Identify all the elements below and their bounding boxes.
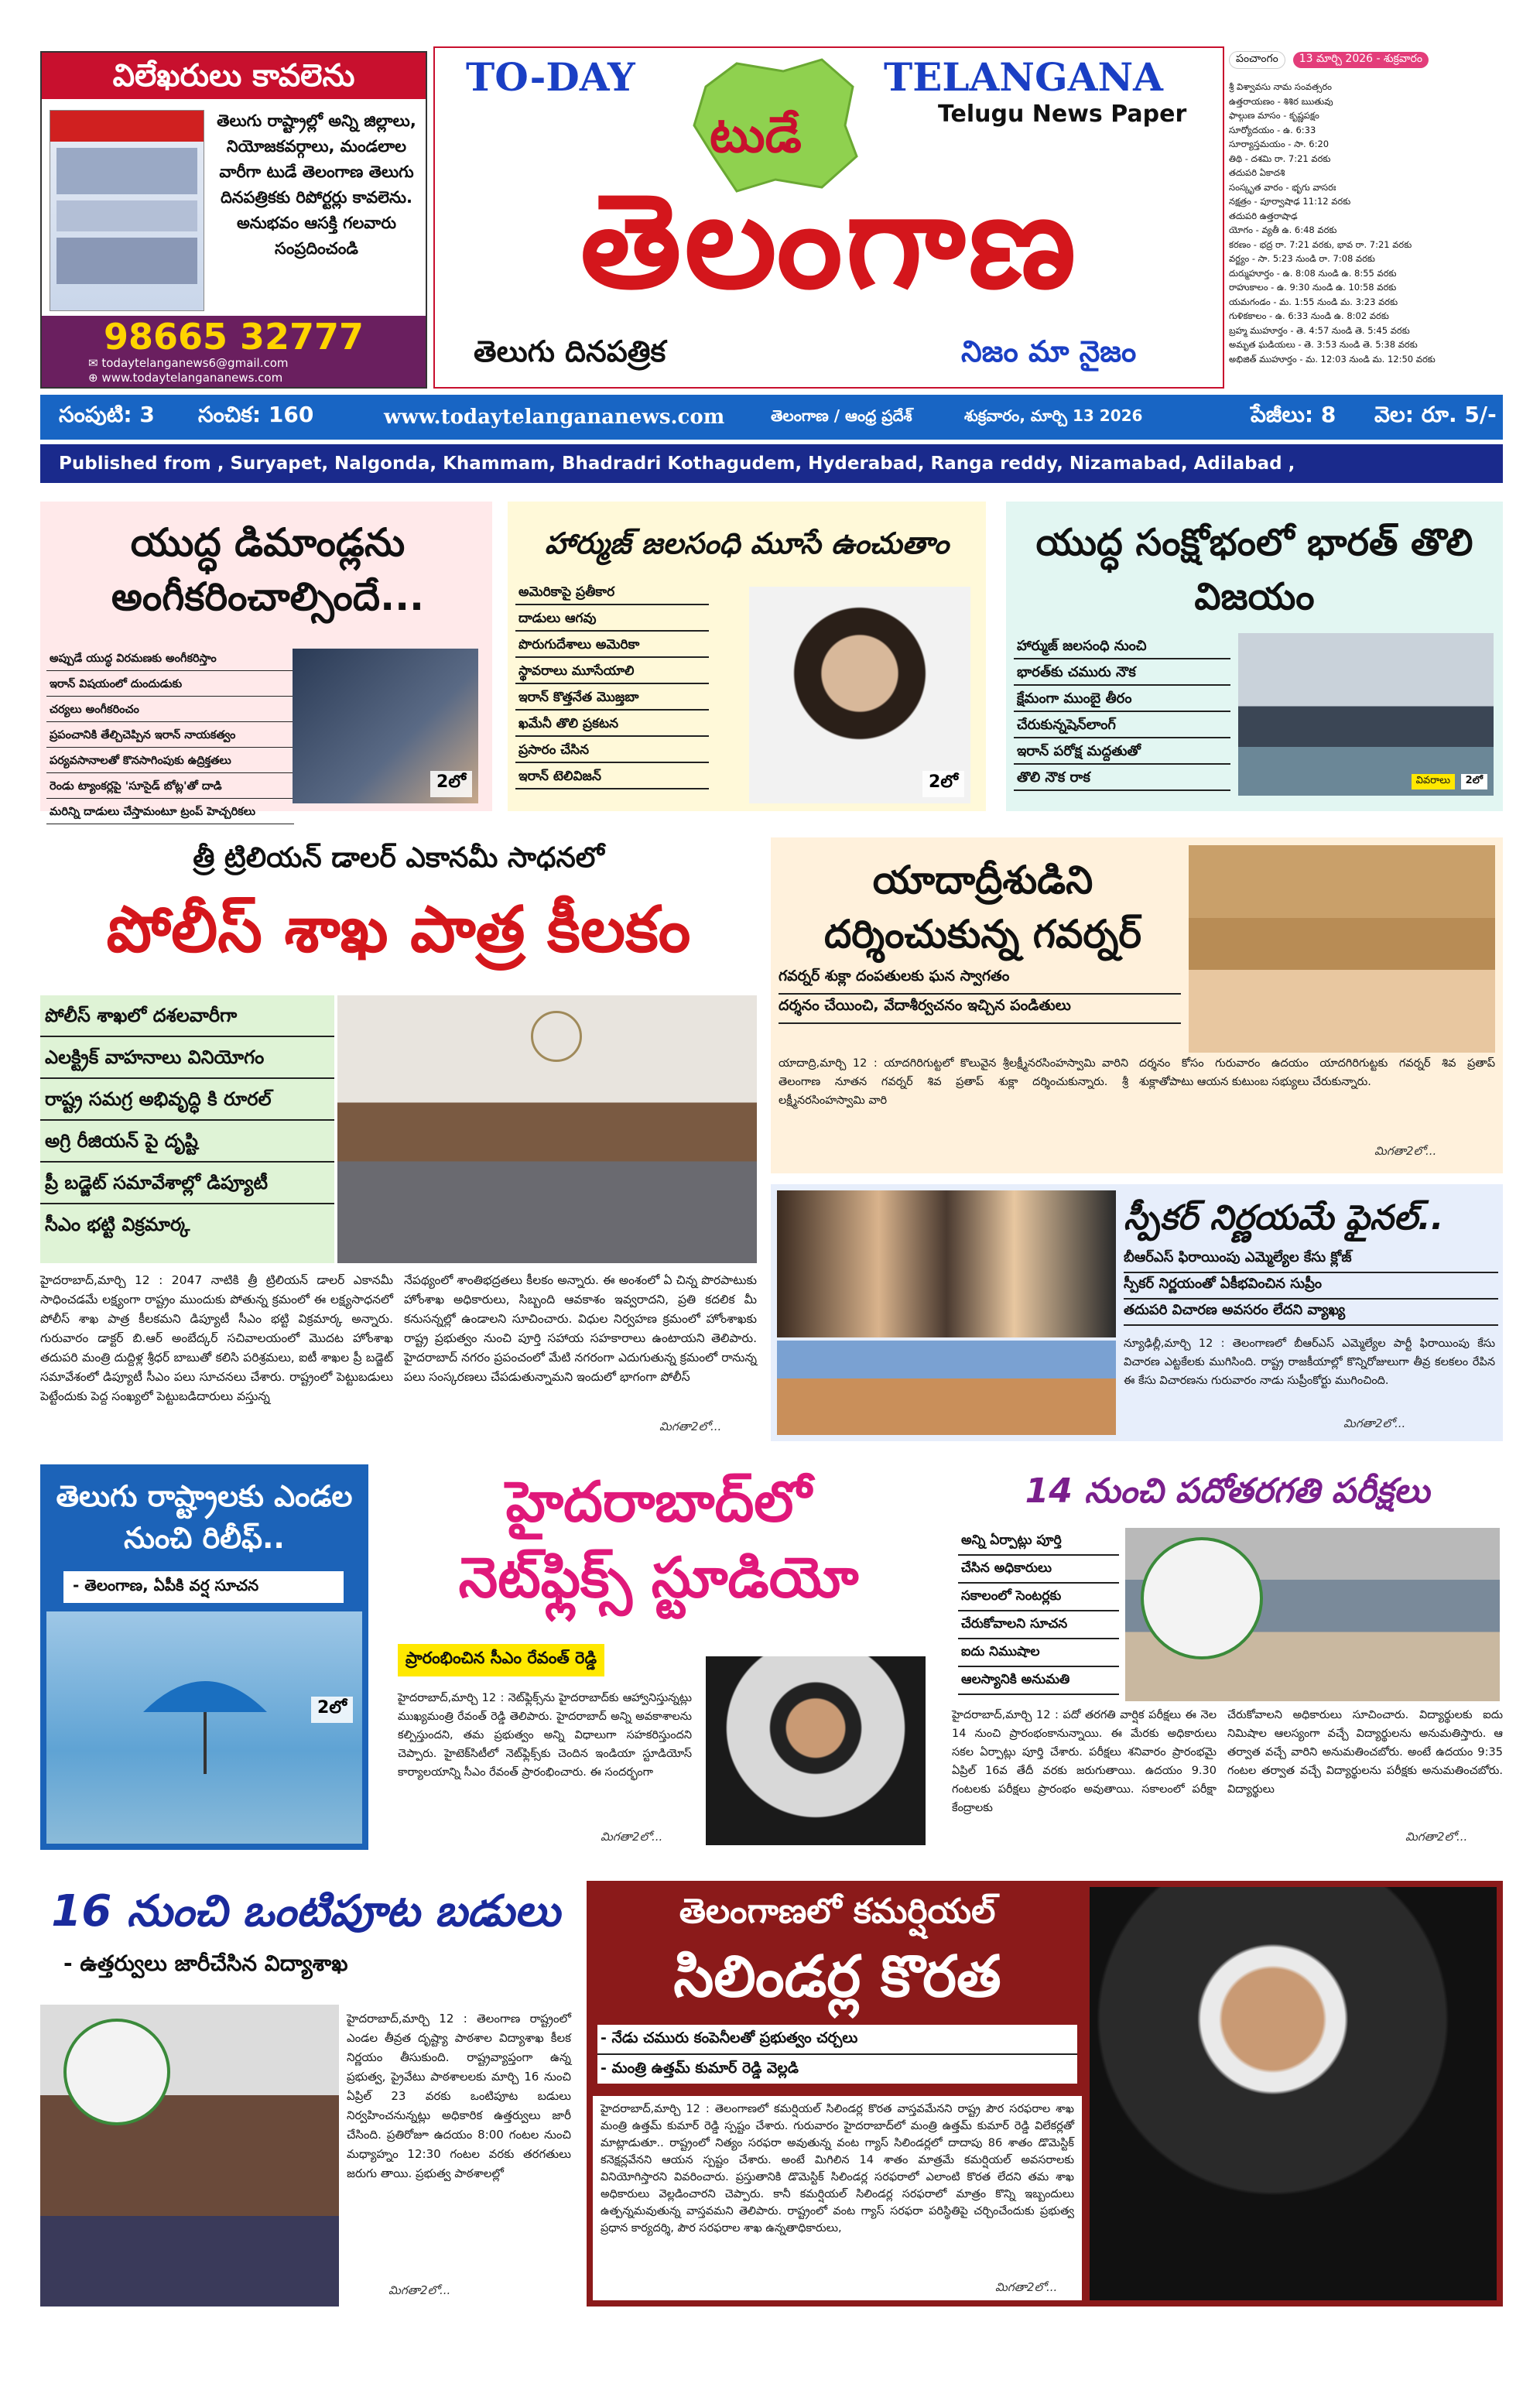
story6-sub3: తదుపరి విచారణ అవసరం లేదని వ్యాఖ్య xyxy=(1124,1302,1498,1326)
bullet: ఎలక్ట్రిక్ వాహనాలు వినియోగం xyxy=(40,1037,334,1079)
story8-headline-line2[interactable]: నెట్‌ఫ్లిక్స్ స్టూడియో xyxy=(458,1545,859,1610)
email-icon: ✉ xyxy=(88,356,98,370)
story10-sub: - ఉత్తర్వులు జారీచేసిన విద్యాశాఖ xyxy=(63,1950,348,1976)
bullet: ఖమేనీ తొలి ప్రకటన xyxy=(515,711,709,737)
story6-body: న్యూఢిల్లీ,మార్చి 12 : తెలంగాణలో బీఆర్ఎస్ ఎమ్మెల్యేల పార్టీ ఫిరాయింపు కేసు విచారణ ఎట్టకేలకు ముగిసింది. రాష్ట్ర రాజకీయాల్లో కొన్నిరోజులుగా తీవ్ర కలకలం రేపిన ఈ కేసు విచారణను గురువారం నాడు సుప్రీంకోర్టు ముగించింది. xyxy=(1124,1337,1495,1387)
page-ref-badge: 2లో xyxy=(922,771,964,797)
bullet: ప్రసారం చేసిన xyxy=(515,737,709,763)
temple-visit-photo xyxy=(1189,845,1495,1053)
bullet: రెండు ట్యాంకర్లపై 'సూసైడ్ బోట్ల'తో దాడి xyxy=(46,773,294,799)
masthead-big-title: తెలంగాణ xyxy=(580,166,1080,317)
story8-continued[interactable]: మిగతా2లో... xyxy=(601,1830,663,1844)
story10-continued[interactable]: మిగతా2లో... xyxy=(388,2283,451,2297)
story-cylinder-shortage xyxy=(587,1881,1503,2307)
recruitment-contact xyxy=(42,316,426,387)
story6-headline[interactable]: స్పీకర్ నిర్ణయమే ఫైనల్.. xyxy=(1124,1198,1444,1238)
details-tag: వివరాలు xyxy=(1412,774,1455,789)
story-hormuz xyxy=(508,502,986,811)
page-ref-badge: 2లో xyxy=(430,771,472,797)
bullet: ఆలస్యానికి అనుమతి xyxy=(958,1667,1119,1695)
bullet: స్థావరాలు మూసేయాలి xyxy=(515,658,709,684)
story-half-day-schools xyxy=(40,1881,571,2307)
page-ref-badge: 2లో xyxy=(311,1697,353,1723)
story4-bullets xyxy=(40,995,334,1263)
panchangam-line: తదుపరి ఏకాదశి xyxy=(1229,167,1285,178)
story5-col2: దర్శనం కోసం గురువారం ఉదయం యాదగిరిగుట్టకు గవర్నర్ శివ ప్రతాప్ శుక్లాతోపాటు ఆయన కుటుంబ సభ్యులు చేరుకున్నారు. xyxy=(1139,1057,1495,1088)
panchangam-line: తదుపరి ఉత్తరాషాఢ xyxy=(1229,210,1298,221)
story-speaker xyxy=(771,1184,1503,1441)
page-ref-badge: 2లో xyxy=(1461,774,1487,789)
bullet: అగ్రి రీజియన్ పై దృష్టి xyxy=(40,1121,334,1163)
panchangam-line: బ్రహ్మ ముహూర్తం - తె. 4:57 నుండి తె. 5:45 వరకు xyxy=(1229,324,1410,336)
politicians-photo xyxy=(777,1190,1116,1337)
story4-col1: హైదరాబాద్,మార్చి 12 : 2047 నాటికి త్రీ ట్రిలియన్ డాలర్ ఎకానమీ సాధించడమే లక్ష్యంగా రాష్ట్రం ముందుకు పోతున్న క్రమంలో ఈ లక్ష్యసాధనలో పోలీస్ శాఖ పాత్ర కీలకమని డిప్యూటీ సీఎం భట్టి విక్రమార్క అన్నారు. గురువారం డాక్టర్ బి.ఆర్ అంబేద్కర్ సచివాలయంలో మొదట హోంశాఖ తదుపరి మంత్రి దుద్దిళ్ల శ్రీధర్ బాబుతో కలిసి పరిశ్రమలు, ఐటీ శాఖల ప్రీ బడ్జెట్ సమావేశంలో డిప్యూటీ సీఎం పలు సూచనలు చేశారు. రాష్ట్రంలో పెట్టుబడులు పెట్టేందుకు పెద్ద సంఖ్యలో పెట్టుబడిదారులు వస్తున్న xyxy=(40,1273,393,1403)
story11-continued[interactable]: మిగతా2లో... xyxy=(995,2280,1057,2297)
story-governor xyxy=(771,837,1503,1173)
story3-headline[interactable]: యుద్ధ సంక్షోభంలో భారత్ తొలి విజయం xyxy=(1035,521,1473,618)
rain-umbrella-photo xyxy=(46,1611,362,1844)
infobar-states: తెలంగాణ / ఆంధ్ర ప్రదేశ్ xyxy=(771,406,912,425)
story5-headline[interactable]: యాదాద్రీశుడిని దర్శించుకున్న గవర్నర్ xyxy=(823,858,1141,957)
story11-body: హైదరాబాద్,మార్చి 12 : తెలంగాణలో కమర్షియల్ సిలిండర్ల కొరత వాస్తవమేనని రాష్ట్ర పౌర సరఫరాల శాఖ మంత్రి ఉత్తమ్ కుమార్ రెడ్డి స్పష్టం చేశారు. గురువారం హైదరాబాద్‌లో మంత్రి ఉత్తమ్ కుమార్ రెడ్డి విలేకర్లతో మాట్లాడుతూ.. రాష్ట్రంలో నిత్యం సరఫరా అవుతున్న వంట గ్యాస్ సిలిండర్లలో దాదాపు 86 శాతం డొమెస్టిక్ కనెక్షన్లవేనని ఆయన స్పష్టం చేశారు. అంటే మిగిలిన 14 శాతం మాత్రమే కమర్షియల్ అవసరాలకు వినియోగిస్తారని వివరించారు. ప్రస్తుతానికి డొమెస్టిక్ సిలిండర్ల సరఫరాలో ఎలాంటి కొరత లేదని తమ శాఖ అధికారులు వెల్లడించారని చెప్పారు. కానీ కమర్షియల్ సిలిండర్ల సరఫరాలో మాత్రం కొన్ని ఇబ్బందులు ఉత్పన్నమవుతున్న వాస్తవమని తెలిపారు. రాష్ట్రంలో వంట గ్యాస్ సరఫరా పరిస్థితిపై చర్చించేందుకు ప్రభుత్వ ప్రధాన కార్యదర్శి, పౌర సరఫరాల శాఖ ఉన్నతాధికారులు, xyxy=(593,2096,1082,2300)
recruitment-body: తెలుగు రాష్ట్రాల్లో అన్ని జిల్లాలు, నియోజకవర్గాలు, మండలాల వారీగా టుడే తెలంగాణ తెలుగు దినపత్రికకు రిపోర్టర్లు కావలెను. అనుభవం ఆసక్తి గలవారు సంప్రదించండి xyxy=(217,111,416,258)
tanker-ship-photo xyxy=(1238,633,1494,796)
bullet: సీఎం భట్టి విక్రమార్క xyxy=(45,1214,190,1235)
story4-kicker[interactable]: త్రీ ట్రిలియన్ డాలర్ ఎకానమీ సాధనలో xyxy=(193,842,604,874)
panchangam-line: రాహుకాలం - ఉ. 9:30 నుండి ఉ. 10:58 వరకు xyxy=(1229,282,1397,293)
panchangam-line: యోగం - వ్యతీ ఉ. 6:48 వరకు xyxy=(1229,224,1337,235)
recruitment-title: విలేఖరులు కావలెను xyxy=(42,53,426,99)
panchangam-line: అభిజిత్ ముహూర్తం - మ. 12:03 నుండి మ. 12:50 వరకు xyxy=(1229,353,1436,365)
bullet: చేసిన అధికారులు xyxy=(958,1556,1119,1584)
bullet: పోలీస్ శాఖలో దశలవారీగా xyxy=(40,995,334,1037)
globe-icon: ⊕ xyxy=(88,371,98,385)
masthead-telangana: TELANGANA xyxy=(884,54,1163,100)
issue-number: సంచిక: 160 xyxy=(198,402,314,427)
bullet: అమెరికాపై ప్రతీకార xyxy=(515,579,709,605)
story8-body: హైదరాబాద్,మార్చి 12 : నెట్‌ఫ్లిక్స్‌ను హైదరాబాద్‌కు ఆహ్వానిస్తున్నట్లు ముఖ్యమంత్రి రేవంత్ రెడ్డి తెలిపారు. హైదరాబాద్ అన్ని అవకాశాలను కల్పిస్తుందని, తమ ప్రభుత్వం అన్ని విధాలుగా సహకరిస్తుందని చెప్పారు. హైటెక్‌సిటీలో నెట్‌ఫ్లిక్స్‌కు చెందిన ఇండియా స్టూడియోస్ కార్యాలయాన్ని సీఎం రేవంత్ ప్రారంభించారు. ఈ సందర్భంగా xyxy=(398,1692,692,1779)
masthead-small-title: టుడే xyxy=(710,107,802,164)
bullet: తొలి నౌక రాక xyxy=(1014,765,1230,791)
story7-sub: - తెలంగాణ, ఏపీకి వర్ష సూచన xyxy=(63,1571,344,1603)
panchangam-line: వర్జ్యం - సా. 5:23 నుండి రా. 7:08 వరకు xyxy=(1229,253,1375,264)
bullet: అప్పుడే యుద్ధ విరమణకు అంగీకరిస్తాం xyxy=(46,646,294,671)
volume-number: సంపుటి: 3 xyxy=(59,402,155,427)
panchangam-line: దుర్ముహూర్తం - ఉ. 8:08 నుండి ఉ. 8:55 వరకు xyxy=(1229,267,1397,279)
story-police xyxy=(40,837,757,1441)
story5-sub1: గవర్నర్ శుక్లా దంపతులకు ఘన స్వాగతం xyxy=(779,967,1181,995)
students-photo xyxy=(40,2005,339,2307)
sub-line: - మంత్రి ఉత్తమ్ కుమార్ రెడ్డి వెల్లడి xyxy=(601,2060,799,2077)
story-india-victory xyxy=(1006,502,1503,811)
story9-headline[interactable]: 14 నుంచి పదోతరగతి పరీక్షలు xyxy=(1025,1471,1430,1511)
masthead xyxy=(433,46,1224,389)
story4-headline[interactable]: పోలీస్ శాఖ పాత్ర కీలకం xyxy=(106,893,691,967)
bullet: భారత్‌కు చమురు నౌక xyxy=(1014,659,1230,686)
panchangam-line: ఫాల్గుణ మాసం - కృష్ణపక్షం xyxy=(1229,110,1319,121)
panchangam-line: గుళికకాలం - ఉ. 6:33 నుండి ఉ. 8:02 వరకు xyxy=(1229,310,1389,321)
bullet: మరిన్ని దాడులు చేస్తామంటూ ట్రంప్ హెచ్చరికలు xyxy=(46,799,294,824)
bullet: క్షేమంగా ముంబై తీరం xyxy=(1014,686,1230,712)
story6-sub2: స్పీకర్ నిర్ణయంతో ఏకీభవించిన సుప్రీం xyxy=(1124,1276,1498,1300)
story-ssc-exams xyxy=(952,1464,1503,1850)
recruitment-website[interactable]: www.todaytelangananews.com xyxy=(101,371,283,385)
infobar-date: శుక్రవారం, మార్చి 13 2026 xyxy=(964,406,1143,425)
panchangam-line: యమగండం - మ. 1:55 నుండి మ. 3:23 వరకు xyxy=(1229,296,1398,307)
bullet: ప్రపంచానికి తేల్చిచెప్పిన ఇరాన్ నాయకత్వం xyxy=(46,722,294,748)
recruitment-ad xyxy=(40,51,427,389)
panchangam-line: తిథి - దశమి రా. 7:21 వరకు xyxy=(1229,152,1331,164)
page-count: పేజీలు: 8 xyxy=(1251,402,1336,427)
panchangam-date: 13 మార్చి 2026 - శుక్రవారం xyxy=(1293,52,1429,68)
story9-continued[interactable]: మిగతా2లో... xyxy=(1405,1830,1468,1844)
story9-col2: చేరుకోవాలని అధికారులు సూచించారు. విద్యార్థులకు ఐదు నిమిషాల ఆలస్యంగా వచ్చే విద్యార్థులను అనుమతిస్తారు. ఆ తర్వాత వచ్చే వారిని అనుమతించబోరు. అంటే ఉదయం 9:35 గంటల తర్వాత వచ్చే విద్యార్థులను పరీక్షకు అనుమతించబోరు. విద్యార్థులు xyxy=(1227,1709,1503,1796)
supreme-court-photo xyxy=(777,1341,1116,1435)
panchangam-box xyxy=(1229,51,1503,389)
bullet: చేరుకోవాలని సూచన xyxy=(958,1611,1119,1639)
story1-headline[interactable]: యుద్ధ డిమాండ్లను అంగీకరించాల్సిందే... xyxy=(111,520,425,619)
bullet: ప్రీ బడ్జెట్ సమావేశాల్లో డిప్యూటీ xyxy=(40,1163,334,1204)
story9-bullets xyxy=(958,1528,1119,1695)
bullet: హార్ముజ్ జలసంధి నుంచి xyxy=(1014,633,1230,659)
cleric-photo xyxy=(749,587,970,803)
recruitment-email[interactable]: todaytelanganews6@gmail.com xyxy=(101,356,289,370)
panchangam-line: సూర్యోదయం - ఉ. 6:33 xyxy=(1229,124,1316,135)
masthead-tagline: Telugu News Paper xyxy=(938,101,1187,128)
panchangam-line: సూర్యాస్తమయం - సా. 6:20 xyxy=(1229,139,1330,149)
story4-col2: నేపథ్యంలో శాంతిభద్రతలు కీలకం అన్నారు. ఈ అంశంలో ఏ చిన్న పొరపాటుకు హోంశాఖ అధికారులు, సిబ్బంది ఆవకాశం ఇవ్వరాదని, ప్రతి కదలిక మీ కనుసన్నల్లో ఉండాలని సూచించారు. విధుల నిర్వహణ క్రమంలో హోంశాఖకు రాష్ట్ర ప్రభుత్వం నుంచి పూర్తి సహాయ సహకారాలు ఉంటాయని తెలిపారు. హైదరాబాద్ నగరం ప్రపంచంలో మేటి నగరంగా ఎదుగుతున్న క్రమంలో రానున్న పలు సంస్కరణలు చేపడుతున్నామని ఇందులో భాగంగా పోలీస్ xyxy=(404,1273,757,1384)
story6-continued[interactable]: మిగతా2లో... xyxy=(1343,1416,1406,1430)
bullet: దాడులు ఆగవు xyxy=(515,605,709,632)
bullet: చర్యలు అంగీకరించం xyxy=(46,697,294,722)
story-weather xyxy=(40,1464,368,1850)
story-netflix xyxy=(392,1464,926,1850)
bullet: పర్యవసానాలతో కొనసాగింపుకు ఉద్రిక్తతలు xyxy=(46,748,294,773)
infobar-website[interactable]: www.todaytelangananews.com xyxy=(384,406,725,429)
story6-sub1: బీఆర్ఎస్ ఫిరాయింపు ఎమ్మెల్యేల కేసు క్లోజ్ xyxy=(1124,1249,1498,1273)
story-war-demands xyxy=(40,502,492,818)
price: వెల: రూ. 5/- xyxy=(1374,402,1497,427)
panchangam-line: శ్రీ విశ్వావసు నామ సంవత్సరం xyxy=(1229,81,1332,92)
trump-photo xyxy=(293,649,478,803)
bullet: ఇరాన్ పరోక్ష మద్దతుతో xyxy=(1014,738,1230,765)
panchangam-lines xyxy=(1229,80,1503,366)
panchangam-line: ఉత్తరాయణం - శిశిర ఋతువు xyxy=(1229,95,1333,107)
exam-hall-photo xyxy=(1125,1528,1500,1701)
bullet: ఇరాన్ టెలివిజన్ xyxy=(515,763,709,789)
bullet: ఐదు నిముషాల xyxy=(958,1639,1119,1667)
bullet: రాష్ట్ర సమగ్ర అభివృద్ధి కి రూరల్ xyxy=(40,1079,334,1121)
info-bar xyxy=(40,395,1503,440)
phone-number[interactable]: 98665 32777 xyxy=(103,316,364,358)
bullet: చేరుకున్నషెన్‌లాంగ్ xyxy=(1014,712,1230,738)
bullet: సకాలంలో సెంటర్లకు xyxy=(958,1584,1119,1611)
bullet: ఇరాన్ కొత్తనేత మొజ్తబా xyxy=(515,684,709,711)
story9-col1: హైదరాబాద్,మార్చి 12 : పదో తరగతి వార్షిక పరీక్షలు ఈ నెల 14 నుంచి ప్రారంభంకానున్నాయి. ఈ మేరకు అధికారులు సకల ఏర్పాట్లు పూర్తి చేశారు. పరీక్షలు శనివారం ప్రారంభమై ఏప్రిల్ 16వ తేదీ వరకు జరుగుతాయి. ఉదయం 9.30 గంటలకు పరీక్షలు ప్రారంభం అవుతాయి. సకాలంలో పరీక్షా కేంద్రాలకు xyxy=(952,1709,1217,1814)
umbrella-icon xyxy=(139,1658,271,1782)
story10-body: హైదరాబాద్,మార్చి 12 : తెలంగాణ రాష్ట్రంలో ఎండల తీవ్రత దృష్ట్యా పాఠశాల విద్యాశాఖ కీలక నిర్ణయం తీసుకుంది. రాష్ట్రవ్యాప్తంగా ఉన్న ప్రభుత్వ, ప్రైవేటు పాఠశాలలకు మార్చి 16 నుంచి ఏప్రిల్ 23 వరకు ఒంటిపూట బడులు నిర్వహించనున్నట్లు అధికారిక ఉత్తర్వులు జారీ చేసింది. ప్రతిరోజూ ఉదయం 8:00 గంటల నుంచి మధ్యాహ్నం 12:30 గంటల వరకు తరగతులు జరుగు తాయి. ప్రభుత్వ పాఠశాలల్లో xyxy=(347,2012,571,2180)
meeting-photo xyxy=(337,995,757,1263)
revanth-reddy-photo xyxy=(706,1656,926,1845)
story2-bullets xyxy=(515,579,709,789)
government-emblem-icon xyxy=(1141,1537,1263,1659)
story5-continued[interactable]: మిగతా2లో... xyxy=(1374,1144,1437,1158)
panchangam-line: కరణం - భద్ర రా. 7:21 వరకు, భావ రా. 7:21 వరకు xyxy=(1229,238,1412,250)
story5-col1: యాదాద్రి,మార్చి 12 : యాదగిరిగుట్టలో కొలువైన శ్రీలక్ష్మీనరసింహస్వామి వారిని తెలంగాణ నూతన గవర్నర్ శివ ప్రతాప్ శుక్లా దర్శించుకున్నారు. శ్రీ లక్ష్మీనరసింహస్వామి వారి xyxy=(779,1057,1128,1107)
bullet: అన్ని ఏర్పాట్లు పూర్తి xyxy=(958,1528,1119,1556)
story11-subs xyxy=(597,2025,1077,2084)
story7-headline[interactable]: తెలుగు రాష్ట్రాలకు ఎండల నుంచి రిలీఫ్.. xyxy=(56,1479,353,1555)
newspaper-thumbnail xyxy=(50,110,204,311)
story3-bullets xyxy=(1014,633,1230,791)
panchangam-line: సంస్కృత వారం - భృగు వాసరః xyxy=(1229,181,1336,193)
panchangam-line: నక్షత్రం - పూర్వాషాఢ 11:12 వరకు xyxy=(1229,196,1351,207)
masthead-left-sub: తెలుగు దినపత్రిక xyxy=(474,334,666,368)
sub-line: - నేడు చమురు కంపెనీలతో ప్రభుత్వం చర్చలు xyxy=(597,2025,1077,2055)
panchangam-line: అమృత ఘడియలు - తె. 3:53 నుండి తె. 5:38 వరకు xyxy=(1229,339,1418,350)
story8-sub: ప్రారంభించిన సీఎం రేవంత్ రెడ్డి xyxy=(398,1644,604,1676)
panchangam-label: పంచాంగం xyxy=(1229,51,1285,69)
story11-content xyxy=(593,1887,1082,2300)
bullet: పొరుగుదేశాలు అమెరికా xyxy=(515,632,709,658)
story8-headline-line1[interactable]: హైదరాబాద్‌లో xyxy=(505,1469,812,1534)
story11-kicker[interactable]: తెలంగాణలో కమర్షియల్ xyxy=(679,1892,996,1931)
story1-bullets xyxy=(46,646,294,824)
story10-headline[interactable]: 16 నుంచి ఒంటిపూట బడులు xyxy=(51,1886,560,1937)
masthead-right-sub: నిజం మా నైజం xyxy=(961,334,1137,368)
story11-headline[interactable]: సిలిండర్ల కొరత xyxy=(673,1944,1001,2010)
published-bar: Published from , Suryapet, Nalgonda, Khammam, Bhadradri Kothagudem, Hyderabad, Ranga reddy, Nizamabad, Adilabad , xyxy=(40,444,1503,483)
story4-continued[interactable]: మిగతా2లో... xyxy=(659,1420,722,1433)
bullet: ఇరాన్ విషయంలో దుందుడుకు xyxy=(46,671,294,697)
story5-sub2: దర్శనం చేయించి, వేదాశీర్వచనం ఇచ్చిన పండితులు xyxy=(779,997,1181,1024)
government-emblem-icon xyxy=(63,2019,170,2125)
story2-headline[interactable]: హార్ముజ్ జలసంధి మూసే ఉంచుతాం xyxy=(544,526,950,560)
uttam-kumar-reddy-photo xyxy=(1090,1887,1497,2300)
masthead-today: TO-DAY xyxy=(466,54,635,100)
